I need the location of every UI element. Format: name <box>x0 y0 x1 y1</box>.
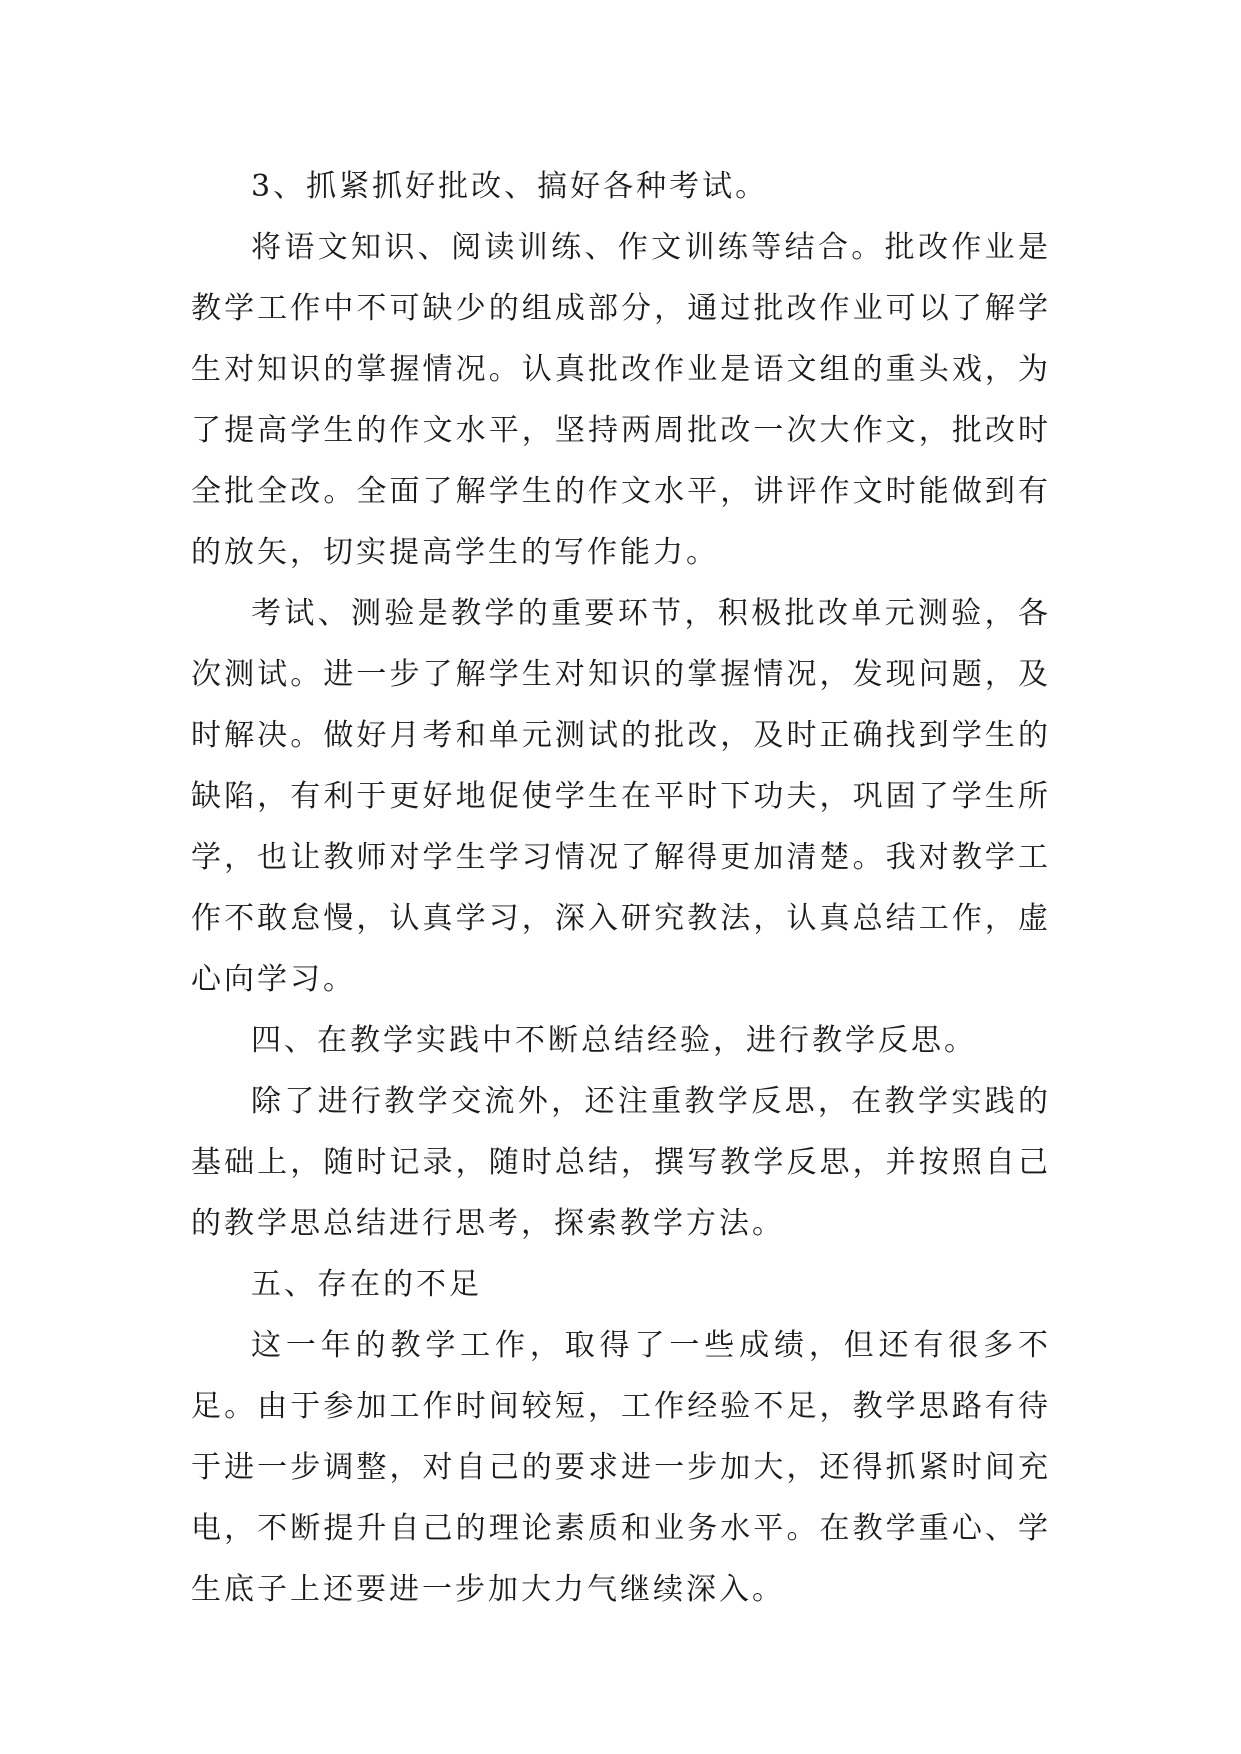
paragraph: 这一年的教学工作，取得了一些成绩，但还有很多不足。由于参加工作时间较短，工作经验不足，教学思路有待于进一步调整，对自己的要求进一步加大，还得抓紧时间充电，不断提升自己的理论素质和业务水平。在教学重心、学生底子上还要进一步加大力气继续深入。 <box>191 1328 1051 1607</box>
section-heading-4: 四、在教学实践中不断总结经验，进行教学反思。 <box>251 1023 977 1058</box>
paragraph: 除了进行教学交流外，还注重教学反思，在教学实践的基础上，随时记录，随时总结，撰写教学反思，并按照自己的教学思总结进行思考，探索教学方法。 <box>191 1084 1051 1241</box>
document-body <box>191 156 1051 1620</box>
paragraph: 将语文知识、阅读训练、作文训练等结合。批改作业是教学工作中不可缺少的组成部分，通过批改作业可以了解学生对知识的掌握情况。认真批改作业是语文组的重头戏，为了提高学生的作文水平，坚持两周批改一次大作文，批改时全批全改。全面了解学生的作文水平，讲评作文时能做到有的放矢，切实提高学生的写作能力。 <box>191 230 1051 570</box>
section-heading-5: 五、存在的不足 <box>251 1267 482 1302</box>
paragraph-heading-3: 3、抓紧抓好批改、搞好各种考试。 <box>251 169 769 204</box>
paragraph: 考试、测验是教学的重要环节，积极批改单元测验，各次测试。进一步了解学生对知识的掌握情况，发现问题，及时解决。做好月考和单元测试的批改，及时正确找到学生的缺陷，有利于更好地促使学生在平时下功夫，巩固了学生所学，也让教师对学生学习情况了解得更加清楚。我对教学工作不敢怠慢，认真学习，深入研究教法，认真总结工作，虚心向学习。 <box>191 596 1051 997</box>
